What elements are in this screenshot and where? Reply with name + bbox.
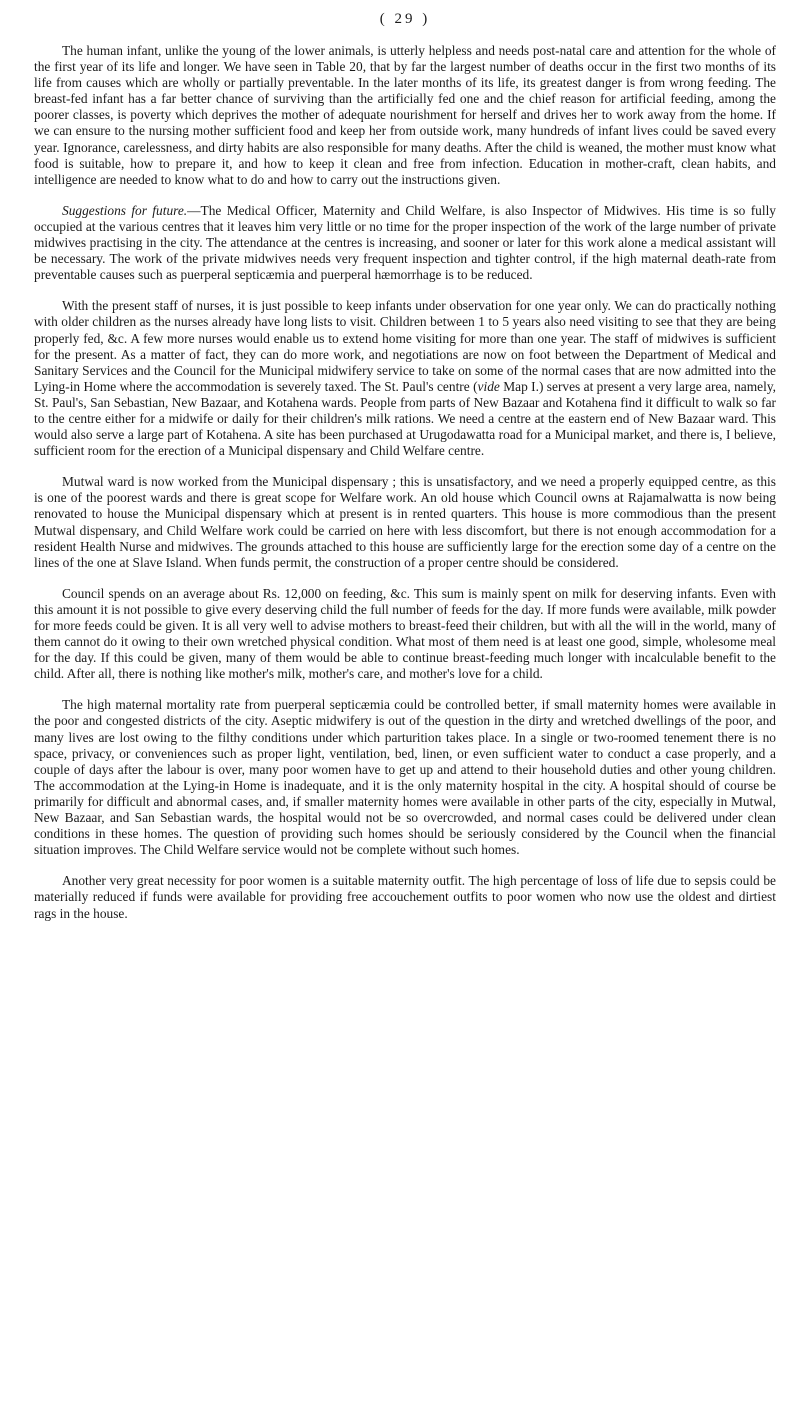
paragraph-feeding-costs: Council spends on an average about Rs. 12,000 on feeding, &c. This sum is mainly spent on milk for deserving infants. Even with this amount it is not possible to give every deserving child the full number of feeds for the day. If more funds were available, milk powder for more feeds could be given. It is all very well to advise mothers to breast-feed their children, but with all the will in the world, many of them cannot do it owing to their own wretched physical condition. What most of them need is at least one good, simple, wholesome meal for the day. If this could be given, many of them would be able to continue breast-feeding much longer with incalculable benefit to the child. After all, there is nothing like mother's milk, mother's care, and mother's love for a child. <box>34 585 776 682</box>
document-page <box>34 8 776 922</box>
paragraph-mutwal-ward: Mutwal ward is now worked from the Municipal dispensary ; this is unsatisfactory, and we need a properly equipped centre, as this is one of the poorest wards and there is great scope for Welfare work. An old house which Council owns at Rajamalwatta is now being renovated to house the Municipal dispensary which at present is in rented quarters. This house is more commodious than the present Mutwal dispensary, and Child Welfare work could be carried on here with less discomfort, but there is not enough accommodation for a resident Health Nurse and midwives. The grounds attached to this house are sufficiently large for the erection some day of a centre on the lines of the one at Slave Island. When funds permit, the construction of a proper centre should be considered. <box>34 474 776 570</box>
nursing-staff-text-b: Map I.) serves at present a very large area, namely, St. Paul's, San Sebastian, New Bazaar, and Kotahena wards. People from parts of New Bazaar and Kotahena find it difficult to walk so far to the centre either for a midwife or daily for their children's milk rations. We need a centre at the eastern end of New Bazaar ward. This would also serve a large part of Kotahena. A site has been purchased at Urugodawatta road for a Municipal market, and there is, I believe, sufficient room for the erection of a Municipal dispensary and Child Welfare centre. <box>34 378 776 459</box>
page-number: ( 29 ) <box>379 11 431 27</box>
paragraph-nursing-staff <box>34 298 776 459</box>
vide-reference: vide <box>477 378 500 394</box>
suggestions-body: —The Medical Officer, Maternity and Child Welfare, is also Inspector of Midwives. His time is so fully occupied at the various centres that it leaves him very little or no time for the proper inspection of the work of the large number of private midwives practising in the city. The attendance at the centres is increasing, and sooner or later for this work alone a medical assistant will be necessary. The work of the private midwives needs very frequent inspection and tighter control, if the high maternal death-rate from preventable causes such as puerperal septicæmia and puerperal hæmorrhage is to be reduced. <box>34 202 776 283</box>
paragraph-suggestions <box>34 203 776 283</box>
paragraph-maternal-mortality: The high maternal mortality rate from puerperal septicæmia could be controlled better, if small maternity homes were available in the poor and congested districts of the city. Aseptic midwifery is out of the question in the dirty and wretched dwellings of the poor, and many lives are lost owing to the filthy conditions under which parturition takes place. In a single or two-roomed tenement there is no space, privacy, or conveniences such as proper light, ventilation, bed, linen, or even sufficient water to conduct a case properly, and a couple of days after the labour is over, many poor women have to get up and attend to their household duties and other young children. The accommodation at the Lying-in Home is inadequate, and it is the only maternity hospital in the city. A hospital should of course be primarily for difficult and abnormal cases, and, if smaller maternity homes were available in other parts of the city, especially in Mutwal, New Bazaar, and San Sebastian wards, the hospital would not be so overcrowded, and normal cases could be delivered under clean conditions in these homes. The question of providing such homes should be seriously considered by the Council when the financial situation improves. The Child Welfare service would not be complete without such homes. <box>34 697 776 858</box>
paragraph-maternity-outfit: Another very great necessity for poor women is a suitable maternity outfit. The high percentage of loss of life due to sepsis could be materially reduced if funds were available for providing free accouchement outfits to poor women who now use the oldest and dirtiest rags in the house. <box>34 873 776 921</box>
nursing-staff-text-a: With the present staff of nurses, it is just possible to keep infants under observation for one year only. We can do practically nothing with older children as the nurses already have long lists to visit. Children between 1 to 5 years also need visiting to see that they are being properly fed, &c. A few more nurses would enable us to extend home visiting for more than one year. The staff of midwives is sufficient for the present. As a matter of fact, they can do more work, and negotiations are now on foot between the Department of Medical and Sanitary Services and the Council for the Municipal midwifery service to take on some of the normal cases that are now admitted into the Lying-in Home where the accommodation is severely taxed. The St. Paul's centre ( <box>34 298 776 394</box>
suggestions-heading: Suggestions for future. <box>62 202 188 218</box>
paragraph-infant-care: The human infant, unlike the young of the lower animals, is utterly helpless and needs post-natal care and attention for the whole of the first year of its life and longer. We have seen in Table 20, that by far the largest number of deaths occur in the first two months of its life from causes which are wholly or partially preventable. In the later months of its life, its greatest danger is from wrong feeding. The breast-fed infant has a far better chance of surviving than the artificially fed one and the chief reason for artificial feeding, among the poorer classes, is poverty which deprives the mother of adequate nourishment for herself and drives her to work away from the home. If we can ensure to the nursing mother sufficient food and keep her from outside work, many hundreds of infant lives could be saved every year. Ignorance, carelessness, and dirty habits are also responsible for many deaths. After the child is weaned, the mother must know what food is suitable, how to prepare it, and how to keep it clean and free from infection. Education in mother-craft, clean habits, and intelligence are needed to know what to do and how to carry out the instructions given. <box>34 43 776 187</box>
